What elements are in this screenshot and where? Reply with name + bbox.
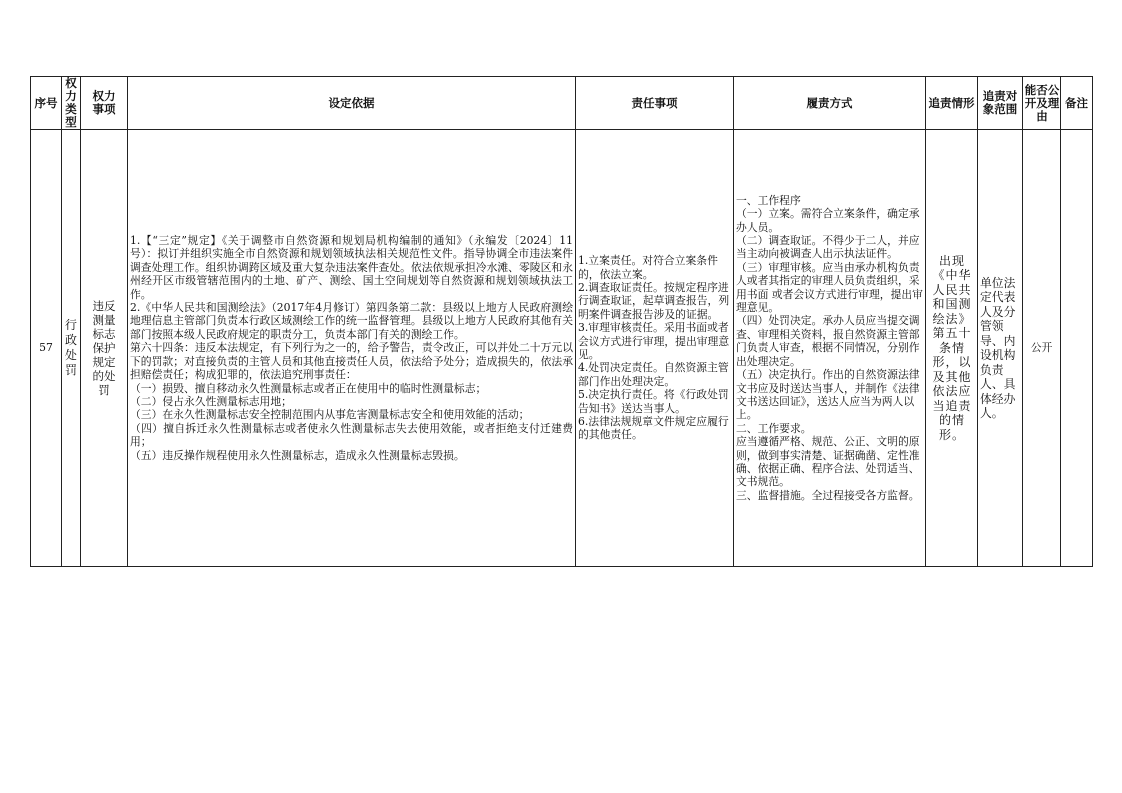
header-power-item: 权力事项 (81, 77, 128, 130)
cell-public: 公开 (1023, 130, 1061, 567)
duty-item: 4.处罚决定责任。自然资源主管部门作出处理决定。 (578, 361, 729, 388)
duty-item: 5.决定执行责任。将《行政处罚告知书》送达当事人。 (578, 388, 729, 415)
cell-duty (576, 130, 734, 567)
duty-item: 6.法律法规规章文件规定应履行的其他责任。 (578, 415, 729, 442)
method-line: 三、监督措施。全过程接受各方监督。 (736, 488, 920, 502)
basis-para: 1.【“三定”规定】《关于调整市自然资源和规划局机构编制的通知》（永编发〔2024〕11号）：拟订并组织实施全市自然资源和规划领域执法相关规范性文件。指导协调全市违法案件调查处理工作。组织协调跨区域及重大复杂违法案件查处。依法依规承担冷水滩、零陵区和永州经开区市级管辖范围内的土地、矿产、测绘、国土空间规划等自然资源和规划领域执法工作。 (130, 234, 573, 301)
basis-para: 2.《中华人民共和国测绘法》（2017年4月修订）第四条第二款：县级以上地方人民政府测绘地理信息主管部门负责本行政区域测绘工作的统一监督管理。县级以上地方人民政府其他有关部门按照本级人民政府规定的职责分工，负责本部门有关的测绘工作。 (130, 301, 573, 341)
duty-item: 2.调查取证责任。按规定程序进行调查取证，起草调查报告，列明案件调查报告涉及的证据。 (578, 280, 730, 321)
header-seq: 序号 (31, 77, 62, 130)
header-scope: 追责对象范围 (978, 77, 1023, 130)
header-method: 履责方式 (734, 77, 926, 130)
method-line: （五）决定执行。作出的自然资源法律文书应及时送达当事人，并制作《法律文书送达回证》，送达人应当为两人以上。 (736, 368, 920, 422)
header-power-type: 权力类型 (62, 77, 81, 130)
cell-accountability: 出现《中华人民共和国测绘法》第五十条情形，以及其他依法应当追责的情形。 (926, 130, 978, 567)
cell-remark (1061, 130, 1093, 567)
basis-para: （三）在永久性测量标志安全控制范围内从事危害测量标志安全和使用效能的活动； (130, 408, 530, 422)
header-basis: 设定依据 (128, 77, 576, 130)
duty-item: 1.立案责任。对符合立案条件的，依法立案。 (578, 254, 718, 281)
method-line: （二）调查取证。不得少于二人，并应当主动向被调查人出示执法证件。 (736, 234, 920, 261)
method-line: （四）处罚决定。承办人员应当提交调查、审理相关资料，报自然资源主管部门负责人审查，根据不同情况，分别作出处理决定。 (736, 314, 920, 368)
method-line: （三）审理审核。应当由承办机构负责人或者其指定的审理人员负责组织，采用书面 或者会议方式进行审理，提出审理意见。 (736, 260, 923, 315)
table-header-row (31, 77, 1093, 130)
header-remark: 备注 (1061, 77, 1093, 130)
cell-power-item: 违反测量标志保护规定的处罚 (81, 130, 128, 567)
duty-item: 3.审理审核责任。采用书面或者会议方式进行审理，提出审理意见。 (578, 321, 730, 361)
header-duty: 责任事项 (576, 77, 734, 130)
method-line: 二、工作要求。 (736, 421, 812, 435)
basis-para: 第六十四条：违反本法规定，有下列行为之一的，给予警告，责令改正，可以并处二十万元以下的罚款；对直接负责的主管人员和其他直接责任人员，依法给予处分；造成损失的，依法承担赔偿责任；构成犯罪的，依法追究刑事责任： (130, 341, 573, 382)
cell-power-type: 行政处罚 (62, 130, 81, 567)
basis-para: （四）擅自拆迁永久性测量标志或者使永久性测量标志失去使用效能，或者拒绝支付迁建费用； (130, 421, 573, 449)
header-accountability: 追责情形 (926, 77, 978, 130)
basis-para: （五）违反操作规程使用永久性测量标志，造成永久性测量标志毁损。 (130, 448, 465, 462)
method-line: 应当遵循严格、规范、公正、文明的原则，做到事实清楚、证据确凿、定性准确、依据正确、程序合法、处罚适当、文书规范。 (736, 435, 920, 489)
method-line: 一、工作程序 (736, 193, 801, 207)
method-line: （一）立案。需符合立案条件，确定承办人员。 (736, 207, 920, 234)
header-public: 能否公开及理由 (1023, 77, 1061, 130)
power-list-table (30, 76, 1093, 567)
cell-seq: 57 (31, 130, 62, 567)
cell-method (734, 130, 926, 567)
cell-scope: 单位法定代表人及分管领导、内设机构负责人、具体经办人。 (978, 130, 1023, 567)
cell-basis (128, 130, 576, 567)
basis-para: （二）侵占永久性测量标志用地； (130, 394, 292, 408)
basis-para: （一）损毁、擅自移动永久性测量标志或者正在使用中的临时性测量标志； (130, 381, 487, 395)
table-row (31, 130, 1093, 567)
